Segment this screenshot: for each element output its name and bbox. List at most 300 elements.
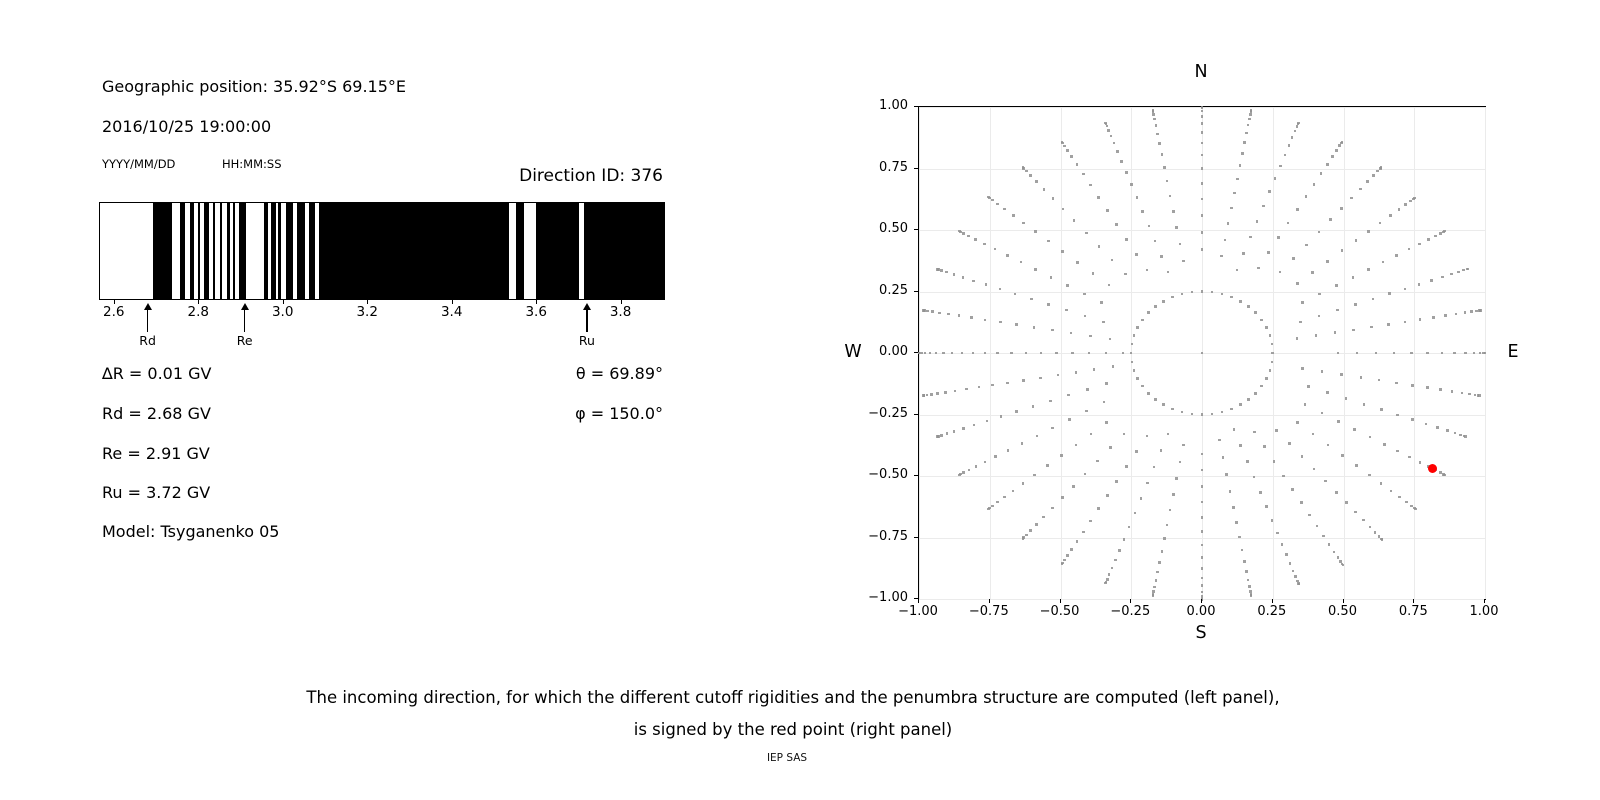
direction-spoke-dot [1179,243,1182,246]
inner-ring-dot [1131,361,1134,364]
direction-spoke-dot [1167,271,1170,274]
penumbra-allowed-band [209,203,213,299]
direction-spoke-dot [926,310,929,313]
x-tick-label: 1.00 [1469,604,1499,619]
direction-spoke-dot [1298,583,1301,586]
direction-spoke-dot [938,312,941,315]
direction-spoke-dot [1084,315,1087,318]
direction-spoke-dot [1057,374,1060,377]
y-tick-mark [914,537,918,538]
direction-spoke-dot [1381,538,1384,541]
penumbra-allowed-band [579,203,584,299]
direction-spoke-dot [1249,236,1252,239]
direction-spoke-dot [1108,573,1111,576]
direction-spoke-dot [1326,391,1329,394]
direction-spoke-dot [1105,352,1108,355]
x-tick-label: −0.50 [1039,604,1080,619]
direction-spoke-dot [1243,560,1246,563]
direction-spoke-dot [931,310,934,313]
direction-spoke-dot [1043,188,1046,191]
direction-spoke-dot [1049,400,1052,403]
cutoff-marker-label: Re [236,333,253,348]
direction-spoke-dot [1245,132,1248,135]
penumbra-allowed-band [185,203,190,299]
direction-spoke-dot [1120,160,1123,163]
direction-spoke-dot [1326,260,1329,263]
direction-spoke-dot [1088,352,1091,355]
direction-spoke-dot [1125,171,1128,174]
x-tick-mark [1484,599,1485,603]
direction-spoke-dot [1089,184,1092,187]
direction-spoke-dot [1061,563,1064,566]
direction-spoke-dot [1103,401,1106,404]
inner-ring-dot [1136,377,1139,380]
direction-spoke-dot [1297,122,1300,125]
direction-spoke-dot [1160,255,1163,258]
direction-spoke-dot [1034,268,1037,271]
direction-spoke-dot [1082,173,1085,176]
direction-spoke-dot [1106,125,1109,128]
direction-spoke-dot [984,461,987,464]
direction-spoke-dot [1282,475,1285,478]
direction-spoke-dot [1355,239,1358,242]
y-tick-mark [914,352,918,353]
direction-spoke-dot [1372,174,1375,177]
direction-spoke-dot [1340,373,1343,376]
rd-value: Rd = 2.68 GV [102,404,211,423]
direction-spoke-dot [1436,426,1439,429]
direction-spoke-dot [1012,214,1015,217]
direction-spoke-dot [991,199,994,202]
direction-spoke-dot [1122,352,1125,355]
direction-spoke-dot [1169,509,1172,512]
direction-spoke-dot [936,435,939,438]
direction-spoke-dot [1439,388,1442,391]
direction-spoke-dot [1291,488,1294,491]
direction-spoke-dot [1419,461,1422,464]
direction-spoke-dot [1201,530,1204,533]
direction-spoke-dot [1395,254,1398,257]
direction-spoke-dot [1108,284,1111,287]
direction-spoke-dot [1341,249,1344,252]
cutoff-marker-arrow [143,303,152,332]
direction-spoke-dot [1161,153,1164,156]
rigidity-tick-label: 3.8 [609,304,632,320]
arrow-head-icon [144,303,152,310]
y-tick-label: 0.00 [879,344,908,359]
direction-spoke-dot [1369,526,1372,529]
direction-spoke-dot [935,352,938,355]
y-tick-label: −1.00 [868,590,908,605]
direction-spoke-dot [1345,397,1348,400]
direction-spoke-dot [1432,316,1435,319]
direction-spoke-dot [1334,331,1337,334]
direction-spoke-dot [936,268,939,271]
south-label: S [1195,623,1207,643]
penumbra-allowed-band [172,203,180,299]
direction-spoke-dot [1359,188,1362,191]
direction-spoke-dot [1308,514,1311,517]
direction-spoke-dot [1141,210,1144,213]
inner-ring-dot [1271,352,1274,355]
direction-spoke-dot [1201,214,1204,217]
direction-spoke-dot [1085,410,1088,413]
direction-spoke-dot [996,203,999,206]
direction-spoke-dot [983,243,986,246]
direction-spoke-dot [1279,165,1282,168]
direction-spoke-dot [999,288,1002,291]
inner-ring-dot [1211,291,1214,294]
x-tick-mark [1272,599,1273,603]
direction-spoke-dot [1201,544,1204,547]
direction-spoke-dot [1294,130,1297,133]
east-label: E [1507,342,1519,362]
direction-spoke-dot [1201,231,1204,234]
direction-spoke-dot [1333,551,1336,554]
direction-spoke-dot [1301,367,1304,370]
direction-spoke-dot [1474,394,1477,397]
direction-spoke-dot [1296,337,1299,340]
direction-spoke-dot [975,465,978,468]
direction-spoke-dot [1353,428,1356,431]
x-tick-mark [1130,599,1131,603]
penumbra-allowed-band [276,203,279,299]
direction-spoke-dot [1285,553,1288,556]
direction-spoke-dot [1328,543,1331,546]
direction-spoke-dot [1305,244,1308,247]
direction-spoke-dot [1006,254,1009,257]
inner-ring-dot [1141,319,1144,322]
direction-spoke-dot [1175,477,1178,480]
direction-spoke-dot [1250,594,1253,597]
direction-spoke-dot [1020,261,1023,264]
direction-spoke-dot [1033,326,1036,329]
rigidity-tick-label: 3.2 [356,304,378,320]
direction-spoke-dot [1473,352,1476,355]
direction-spoke-dot [1201,154,1204,157]
direction-spoke-dot [996,501,999,504]
y-tick-label: 0.75 [879,159,908,175]
direction-spoke-dot [940,434,943,437]
direction-spoke-dot [1000,415,1003,418]
direction-spoke-dot [1032,405,1035,408]
direction-spoke-dot [942,352,945,355]
direction-spoke-dot [1350,197,1353,200]
y-tick-mark [914,475,918,476]
direction-spoke-dot [1148,225,1151,228]
direction-spoke-dot [1070,155,1073,158]
direction-spoke-dot [1068,418,1071,421]
direction-spoke-dot [1182,260,1185,263]
direction-spoke-dot [1454,432,1457,435]
direction-spoke-dot [1321,370,1324,373]
direction-spoke-dot [1275,429,1278,432]
direction-spoke-dot [1035,523,1038,526]
x-tick-label: 0.50 [1328,604,1357,619]
direction-spoke-dot [1354,303,1357,306]
direction-spoke-dot [1326,163,1329,166]
direction-spoke-dot [1089,335,1092,338]
direction-spoke-dot [1105,382,1108,385]
direction-spoke-dot [1248,585,1251,588]
direction-spoke-dot [1102,321,1105,324]
west-label: W [844,342,862,362]
direction-spoke-dot [1201,516,1204,519]
direction-spoke-dot [1136,196,1139,199]
direction-spoke-dot [1455,313,1458,316]
direction-spoke-dot [1022,482,1025,485]
direction-spoke-dot [1130,183,1133,186]
direction-spoke-dot [1113,142,1116,145]
direction-spoke-dot [1104,122,1107,125]
y-tick-mark [914,291,918,292]
direction-spoke-dot [947,313,950,316]
direction-spoke-dot [1479,352,1482,355]
y-tick-label: 0.25 [879,282,908,298]
direction-spoke-dot [1360,376,1363,379]
direction-spoke-dot [1307,385,1310,388]
direction-spoke-dot [922,309,925,312]
direction-spoke-dot [1426,386,1429,389]
penumbra-allowed-band [194,203,198,299]
direction-spoke-dot [1201,131,1204,134]
direction-spoke-dot [1366,180,1369,183]
direction-spoke-dot [970,316,973,319]
direction-spoke-dot [1076,540,1079,543]
direction-spoke-dot [940,269,943,272]
direction-spoke-dot [1296,282,1299,285]
y-tick-label: −0.50 [868,467,908,482]
penumbra-allowed-band [100,203,153,299]
direction-spoke-dot [974,238,977,241]
inner-ring-dot [1271,361,1274,364]
y-tick-label: −0.75 [868,528,908,544]
direction-spoke-dot [1450,273,1453,276]
direction-spoke-dot [1172,493,1175,496]
direction-spoke-dot [1046,464,1049,467]
inner-ring-dot [1147,392,1150,395]
model-label: Model: Tsyganenko 05 [102,522,280,541]
direction-spoke-dot [1109,446,1112,449]
direction-spoke-dot [1125,465,1128,468]
direction-spoke-dot [1408,248,1411,251]
penumbra-allowed-band [305,203,309,299]
direction-spoke-dot [1434,235,1437,238]
direction-spoke-dot [1470,310,1473,313]
direction-spoke-dot [1124,273,1127,276]
direction-spoke-dot [1156,133,1159,136]
direction-spoke-dot [1363,403,1366,406]
direction-spoke-dot [1263,445,1266,448]
direction-spoke-dot [1123,433,1126,436]
direction-spoke-dot [1446,429,1449,432]
direction-spoke-dot [1405,501,1408,504]
y-tick-label: 0.50 [879,221,908,236]
direction-spoke-dot [1318,231,1321,234]
direction-spoke-dot [1250,109,1253,112]
direction-spoke-dot [1329,218,1332,221]
direction-spoke-dot [1387,323,1390,326]
direction-spoke-dot [1341,141,1344,144]
direction-spoke-dot [1229,490,1232,493]
direction-spoke-dot [1324,480,1327,483]
direction-spoke-dot [1201,591,1204,594]
direction-spoke-dot [1259,491,1262,494]
direction-spoke-dot [1175,226,1178,229]
direction-spoke-dot [1075,371,1078,374]
direction-spoke-dot [1201,122,1204,125]
direction-spoke-dot [1300,501,1303,504]
x-tick-mark [1060,599,1061,603]
direction-spoke-dot [1441,276,1444,279]
direction-spoke-dot [1066,284,1069,287]
direction-spoke-dot [1388,292,1391,295]
direction-spoke-dot [1152,113,1155,116]
direction-spoke-dot [1419,318,1422,321]
direction-spoke-dot [1462,269,1465,272]
direction-spoke-dot [1003,496,1006,499]
direction-spoke-dot [985,283,988,286]
direction-spoke-dot [1362,519,1365,522]
direction-spoke-dot [972,280,975,283]
direction-spoke-dot [1153,466,1156,469]
direction-spoke-dot [1014,293,1017,296]
re-value: Re = 2.91 GV [102,444,210,463]
direction-spoke-dot [1379,222,1382,225]
direction-spoke-dot [1464,311,1467,314]
direction-spoke-dot [1410,352,1413,355]
y-tick-mark [914,598,918,599]
direction-spoke-dot [1461,392,1464,395]
direction-spoke-dot [1241,152,1244,155]
direction-spoke-dot [1033,474,1036,477]
direction-spoke-dot [1065,309,1068,312]
direction-spoke-dot [1414,508,1417,511]
direction-spoke-dot [1015,323,1018,326]
direction-spoke-dot [1398,208,1401,211]
inner-ring-dot [1271,343,1274,346]
direction-spoke-dot [1222,456,1225,459]
direction-spoke-dot [958,314,961,317]
direction-spoke-dot [1084,473,1087,476]
direction-spoke-dot [1071,352,1074,355]
inner-ring-dot [1171,296,1174,299]
direction-spoke-dot [1096,460,1099,463]
direction-spoke-dot [1022,537,1025,540]
direction-spoke-dot [1163,166,1166,169]
direction-spoke-dot [1152,594,1155,597]
caption-line-1: The incoming direction, for which the different cutoff rigidities and the penumbra structure are computed (left panel), [306,688,1280,707]
direction-spoke-dot [1225,473,1228,476]
direction-spoke-dot [1337,556,1340,559]
direction-spoke-dot [1154,240,1157,243]
direction-spoke-dot [1341,454,1344,457]
direction-spoke-dot [1083,293,1086,296]
direction-spoke-dot [1070,548,1073,551]
direction-spoke-dot [1273,460,1276,463]
direction-spoke-dot [1404,203,1407,206]
direction-spoke-dot [1304,403,1307,406]
direction-spoke-dot [1158,142,1161,145]
direction-spoke-dot [1249,113,1252,116]
direction-spoke-dot [1268,190,1271,193]
direction-spoke-dot [1125,238,1128,241]
penumbra-allowed-band [215,203,219,299]
inner-ring-dot [1162,300,1165,303]
direction-spoke-dot [1382,261,1385,264]
direction-spoke-dot [1039,377,1042,380]
direction-spoke-dot [1085,232,1088,235]
inner-ring-dot [1254,311,1257,314]
direction-spoke-dot [1161,550,1164,553]
direction-spoke-dot [1042,516,1045,519]
direction-spoke-dot [1337,352,1340,355]
direction-spoke-dot [1236,269,1239,272]
direction-spoke-dot [1457,271,1460,274]
direction-spoke-dot [1383,443,1386,446]
direction-spoke-dot [1076,163,1079,166]
penumbra-allowed-band [200,203,205,299]
direction-spoke-dot [1218,439,1221,442]
direction-spoke-dot [1201,198,1204,201]
inner-ring-dot [1133,334,1136,337]
direction-spoke-dot [991,384,994,387]
direction-spoke-dot [1118,549,1121,552]
y-tick-mark [914,106,918,107]
direction-spoke-dot [1166,180,1169,183]
direction-spoke-dot [1097,196,1100,199]
direction-spoke-dot [1336,309,1339,312]
direction-spoke-dot [1123,538,1126,541]
inner-ring-dot [1201,290,1204,293]
direction-spoke-dot [1296,208,1299,211]
direction-spoke-dot [1296,125,1299,128]
direction-spoke-dot [944,391,947,394]
inner-ring-dot [1247,305,1250,308]
direction-spoke-dot [1007,449,1010,452]
direction-spoke-dot [1034,230,1037,233]
direction-spoke-dot [1478,394,1481,397]
direction-spoke-dot [1167,433,1170,436]
direction-spoke-dot [1106,209,1109,212]
direction-spoke-dot [1233,192,1236,195]
inner-ring-dot [1230,296,1233,299]
direction-spoke-dot [1313,183,1316,186]
direction-spoke-dot [1233,428,1236,431]
x-tick-label: 0.25 [1257,604,1287,619]
penumbra-allowed-band [509,203,516,299]
direction-spoke-dot [924,352,927,355]
datetime-text: 2016/10/25 19:00:00 [102,117,272,136]
cutoff-marker-label: Ru [578,333,595,348]
direction-spoke-dot [1426,352,1429,355]
direction-spoke-dot [1279,271,1282,274]
inner-ring-dot [1247,398,1250,401]
direction-spoke-dot [1061,496,1064,499]
direction-spoke-dot [962,276,965,279]
direction-spoke-dot [1201,556,1204,559]
direction-spoke-dot [1369,436,1372,439]
direction-spoke-dot [1012,490,1015,493]
cutoff-marker-arrow [582,303,591,332]
direction-spoke-dot [1243,141,1246,144]
direction-spoke-dot [1201,584,1204,587]
direction-spoke-dot [1239,164,1242,167]
penumbra-allowed-band [268,203,271,299]
inner-ring-dot [1154,305,1157,308]
direction-spoke-dot [1396,450,1399,453]
direction-spoke-dot [1051,329,1054,332]
